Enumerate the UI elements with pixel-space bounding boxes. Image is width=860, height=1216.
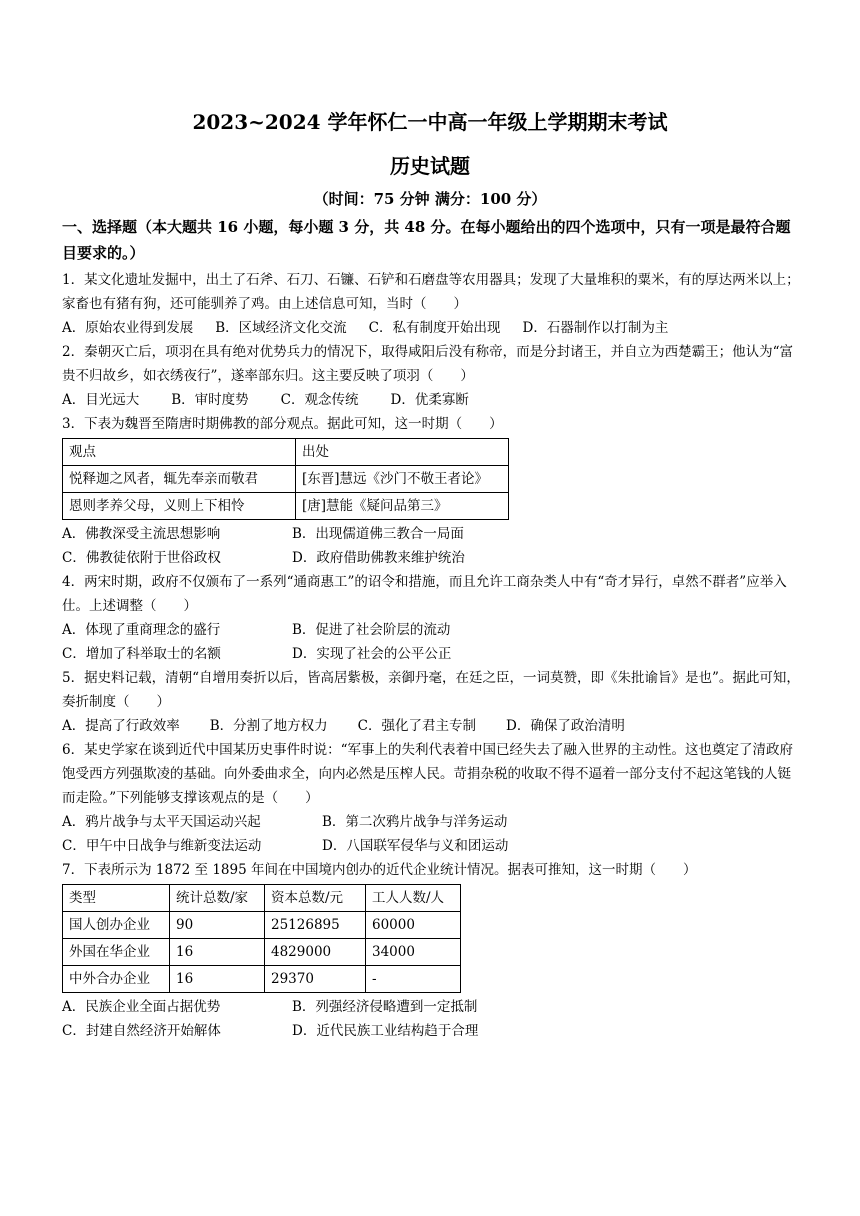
section-heading: 一、选择题（本大题共 16 小题，每小题 3 分，共 48 分。在每小题给出的四个选项中，只有一项是最符合题目要求的。） [62, 218, 791, 262]
exam-time-info: （时间：75 分钟 满分：100 分） [313, 190, 547, 208]
table-header-cell: 资本总数/元 [265, 885, 366, 912]
option-d: D．实现了社会的公平公正 [292, 646, 452, 662]
table-cell: 外国在华企业 [63, 939, 170, 966]
table-cell: 34000 [366, 939, 461, 966]
option-a: A．民族企业全面占据优势 [62, 999, 221, 1015]
table-cell: 中外合办企业 [63, 966, 170, 993]
options [62, 546, 800, 570]
table-cell: - [366, 966, 461, 993]
option-c: C．封建自然经济开始解体 [62, 1023, 221, 1039]
table-cell: 60000 [366, 912, 461, 939]
options [62, 522, 800, 546]
table-row [63, 466, 509, 493]
table-header-row [63, 885, 461, 912]
question-stem: 1．某文化遗址发掘中，出土了石斧、石刀、石镰、石铲和石磨盘等农用器具；发现了大量堆积的粟米，有的厚达两米以上；家畜也有猪有狗，还可能驯养了鸡。由上述信息可知，当时（ ） [62, 272, 800, 312]
options [62, 995, 800, 1019]
options [62, 834, 800, 858]
table-header-cell: 类型 [63, 885, 170, 912]
option-a: A．体现了重商理念的盛行 [62, 622, 221, 638]
question-2 [62, 340, 800, 412]
question-stem: 4．两宋时期，政府不仅颁布了一系列“通商惠工”的诏令和措施，而且允许工商杂类人中有“奇才异行，卓然不群者”应举入仕。上述调整（ ） [62, 574, 787, 614]
question-7 [62, 858, 800, 1043]
table-header-cell: 观点 [63, 439, 296, 466]
options [62, 388, 800, 412]
option-a: A．目光远大 [62, 392, 140, 408]
question-stem: 6．某史学家在谈到近代中国某历史事件时说：“军事上的失利代表着中国已经失去了融入世界的主动性。这也奠定了清政府饱受西方列强欺凌的基础。向外委曲求全，向内必然是压榨人民。苛捐杂税的收取不得不逼着一部分支付不起这笔钱的人铤而走险。”下列能够支撑该观点的是（ ） [62, 742, 793, 806]
option-d: D．八国联军侵华与义和团运动 [322, 838, 509, 854]
option-c: C．佛教徒依附于世俗政权 [62, 550, 221, 566]
option-b: B．促进了社会阶层的流动 [292, 622, 451, 638]
viewpoints-table [62, 438, 509, 520]
question-4 [62, 570, 800, 666]
question-stem: 5．据史料记载，清朝“自增用奏折以后，皆高居紫极，亲御丹毫，在廷之臣，一词莫赞，即《朱批谕旨》是也”。据此可知，奏折制度（ ） [62, 670, 800, 710]
table-row [63, 939, 461, 966]
option-b: B．列强经济侵略遭到一定抵制 [292, 999, 478, 1015]
exam-title: 2023~2024 学年怀仁一中高一年级上学期期末考试 [192, 110, 668, 134]
question-1 [62, 268, 800, 340]
table-cell: [东晋]慧远《沙门不敬王者论》 [296, 466, 509, 493]
table-cell: 4829000 [265, 939, 366, 966]
option-a: A．佛教深受主流思想影响 [62, 526, 221, 542]
options [62, 642, 800, 666]
options [62, 316, 800, 340]
option-b: B．分割了地方权力 [209, 718, 328, 734]
option-d: D．政府借助佛教来维护统治 [292, 550, 465, 566]
option-c: C．增加了科举取士的名额 [62, 646, 221, 662]
question-6 [62, 738, 800, 858]
option-a: A．提高了行政效率 [62, 718, 180, 734]
table-cell: 16 [170, 966, 265, 993]
question-stem: 7．下表所示为 1872 至 1895 年间在中国境内创办的近代企业统计情况。据表可推知，这一时期（ ） [62, 862, 697, 878]
option-b: B．区域经济文化交流 [215, 320, 347, 336]
option-d: D．优柔寡断 [390, 392, 469, 408]
table-cell: 恩则孝养父母，义则上下相怜 [63, 493, 296, 520]
table-cell: [唐]慧能《疑问品第三》 [296, 493, 509, 520]
option-d: D．确保了政治清明 [506, 718, 625, 734]
question-3 [62, 412, 800, 570]
option-c: C．私有制度开始出现 [368, 320, 501, 336]
table-row [63, 966, 461, 993]
options [62, 618, 800, 642]
question-stem: 3．下表为魏晋至隋唐时期佛教的部分观点。据此可知，这一时期（ ） [62, 416, 503, 432]
question-stem: 2．秦朝灭亡后，项羽在具有绝对优势兵力的情况下，取得咸阳后没有称帝，而是分封诸王，并自立为西楚霸王；他认为“富贵不归故乡，如衣绣夜行”，遂率部东归。这主要反映了项羽（ ） [62, 344, 793, 384]
option-c: C．甲午中日战争与维新变法运动 [62, 838, 262, 854]
option-d: D．近代民族工业结构趋于合理 [292, 1023, 479, 1039]
options [62, 810, 800, 834]
exam-content [62, 214, 800, 1043]
table-header-cell: 工人人数/人 [366, 885, 461, 912]
question-5 [62, 666, 800, 738]
table-cell: 90 [170, 912, 265, 939]
table-header-row [63, 439, 509, 466]
options [62, 1019, 800, 1043]
table-row [63, 912, 461, 939]
table-cell: 悦释迦之风者，辄先奉亲而敬君 [63, 466, 296, 493]
table-row [63, 493, 509, 520]
exam-subject: 历史试题 [390, 154, 470, 178]
table-cell: 25126895 [265, 912, 366, 939]
table-cell: 29370 [265, 966, 366, 993]
option-c: C．强化了君主专制 [357, 718, 477, 734]
option-d: D．石器制作以打制为主 [522, 320, 669, 336]
table-header-cell: 出处 [296, 439, 509, 466]
option-b: B．审时度势 [171, 392, 249, 408]
table-cell: 国人创办企业 [63, 912, 170, 939]
option-a: A．鸦片战争与太平天国运动兴起 [62, 814, 261, 830]
option-b: B．出现儒道佛三教合一局面 [292, 526, 464, 542]
option-c: C．观念传统 [280, 392, 359, 408]
options [62, 714, 800, 738]
table-cell: 16 [170, 939, 265, 966]
option-a: A．原始农业得到发展 [62, 320, 194, 336]
option-b: B．第二次鸦片战争与洋务运动 [322, 814, 508, 830]
enterprise-statistics-table [62, 884, 461, 993]
table-header-cell: 统计总数/家 [170, 885, 265, 912]
